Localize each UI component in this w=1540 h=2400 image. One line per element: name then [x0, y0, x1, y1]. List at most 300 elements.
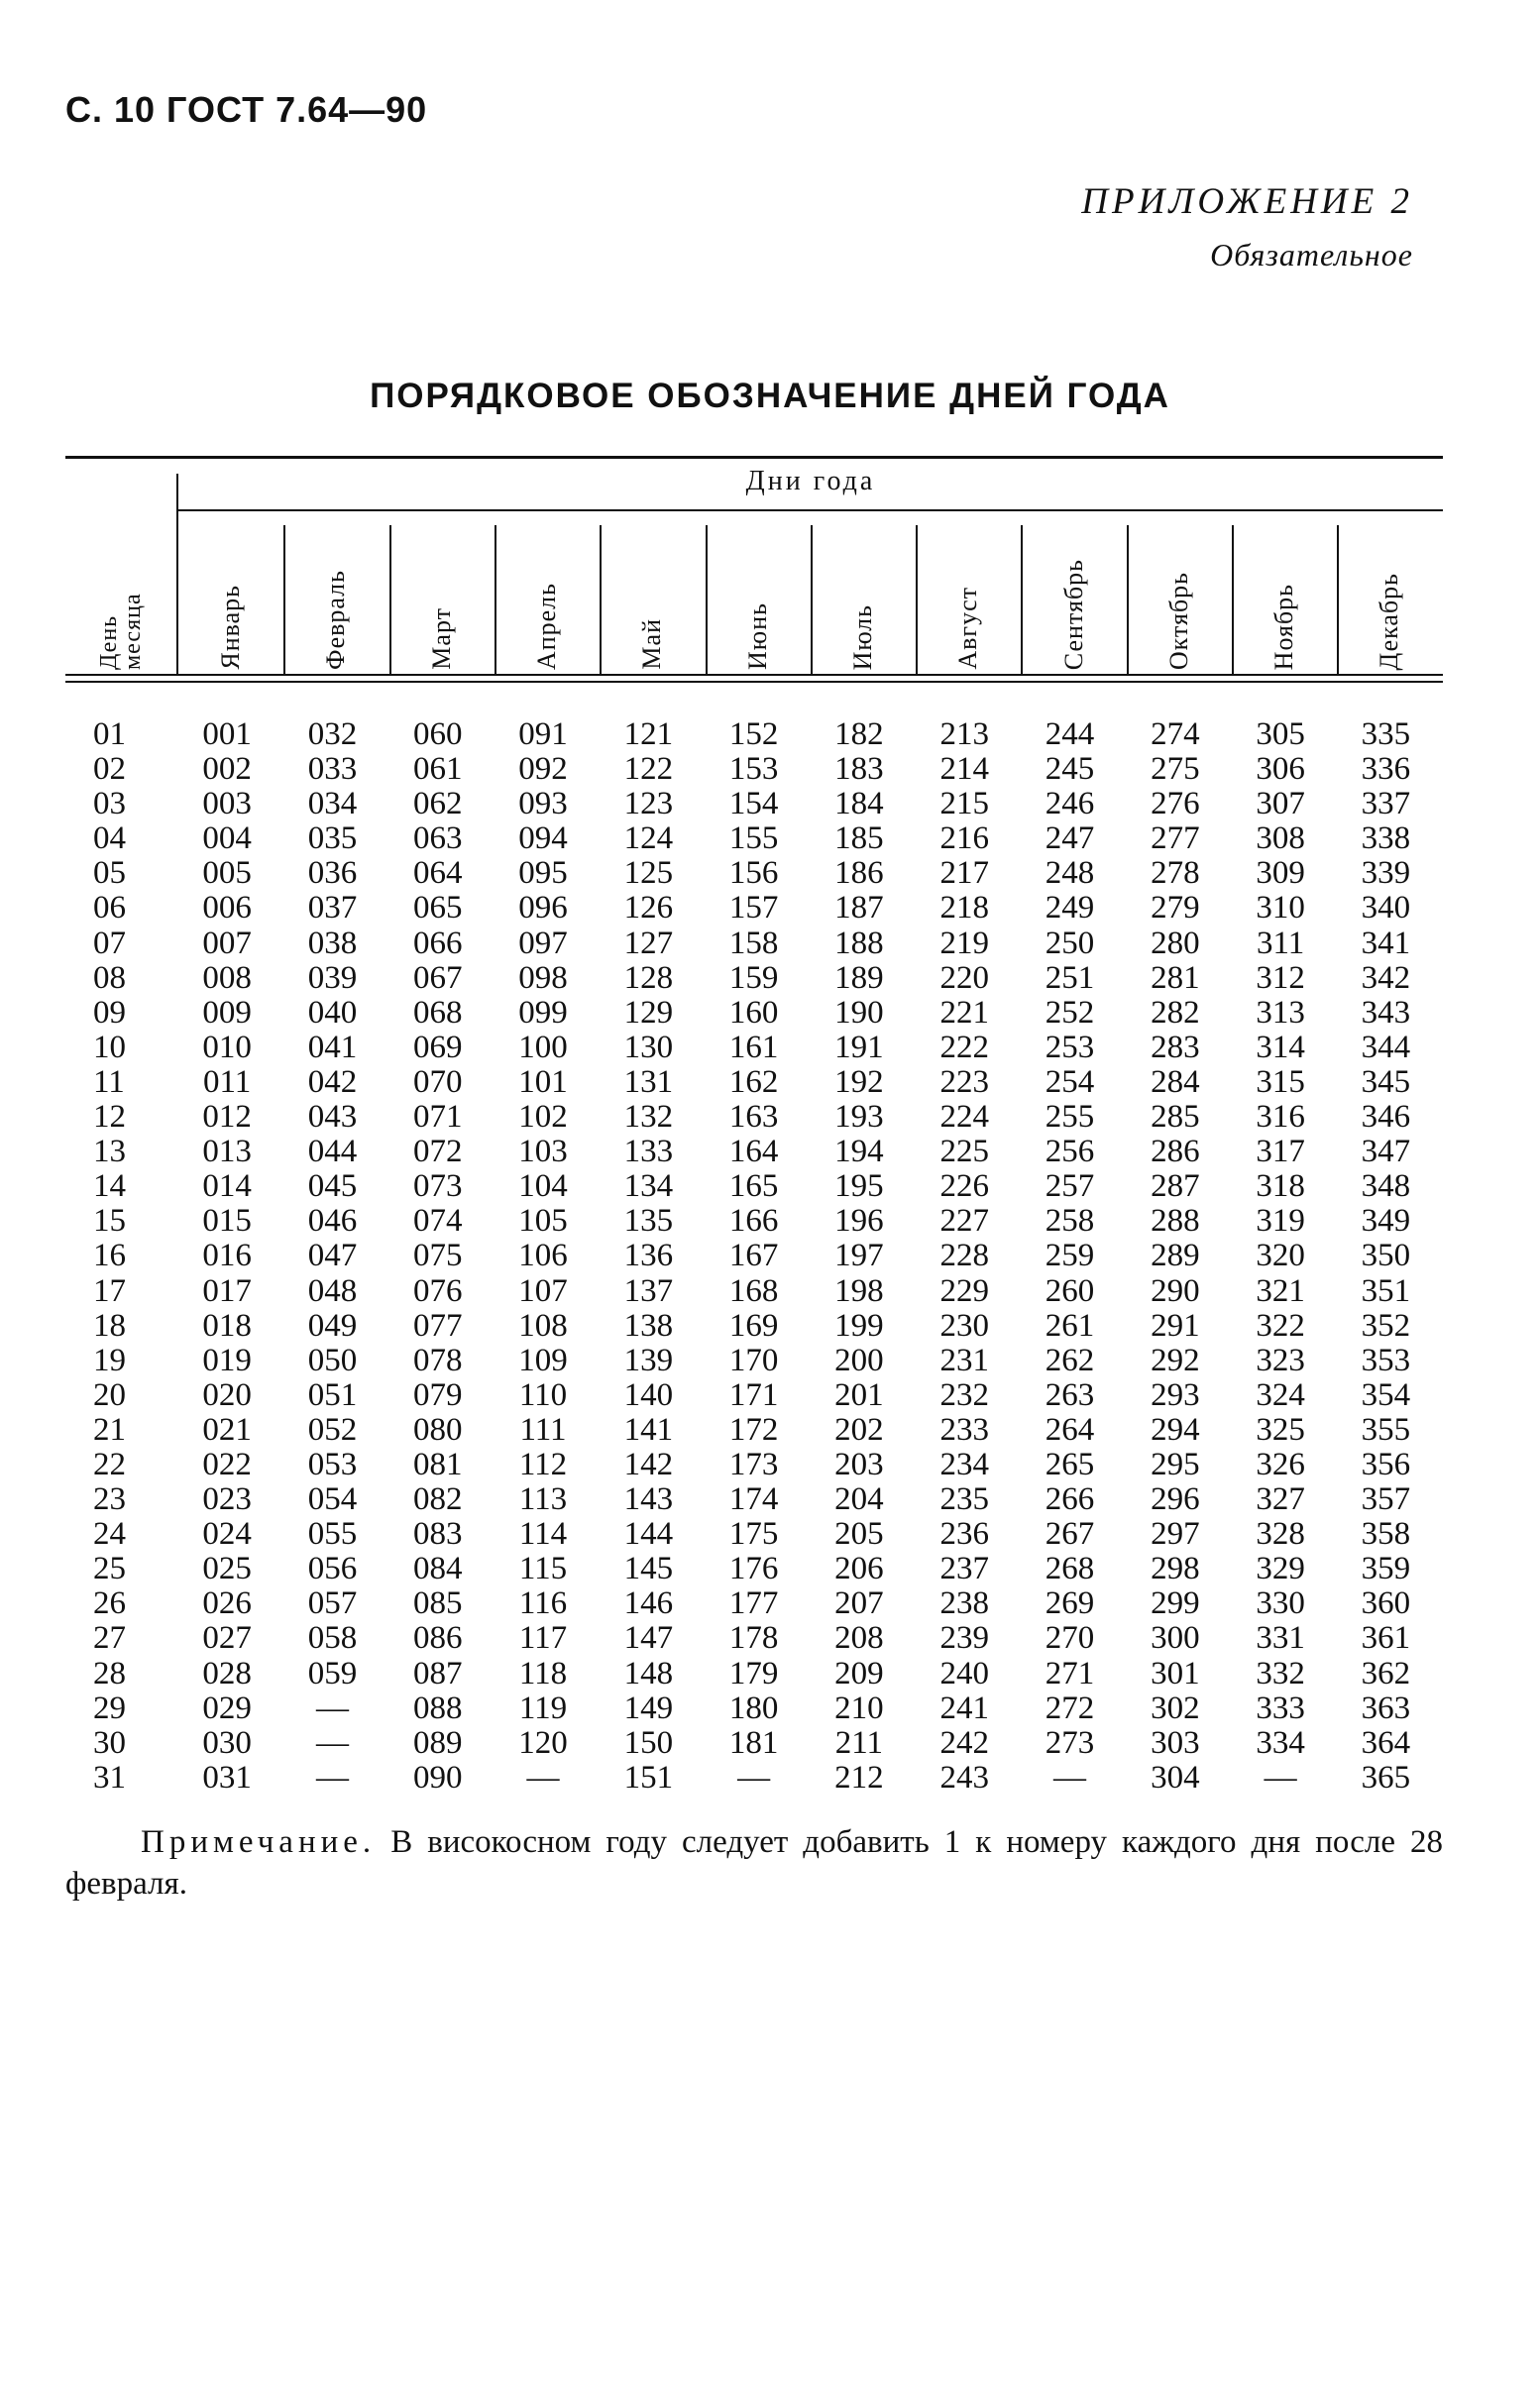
day-of-year-cell: 292 [1151, 1342, 1200, 1378]
month-header-cell [1127, 515, 1232, 674]
day-of-year-cell: 049 [307, 1307, 358, 1344]
day-of-year-cell: 323 [1256, 1342, 1305, 1378]
day-of-year-cell: 150 [623, 1724, 674, 1761]
month-header-label: Февраль [321, 570, 351, 670]
day-number-cell: 21 [93, 1411, 126, 1448]
day-of-year-cell: 124 [623, 820, 674, 857]
day-of-year-cell: 250 [1045, 925, 1095, 961]
day-of-year-cell: 220 [939, 959, 989, 996]
month-header-cell [1337, 515, 1442, 674]
day-of-year-cell: 164 [728, 1134, 779, 1170]
day-number-cell: 17 [93, 1272, 126, 1309]
day-of-year-cell: 038 [307, 925, 358, 961]
day-of-year-cell: 146 [623, 1585, 674, 1622]
day-of-year-cell: 329 [1256, 1551, 1305, 1587]
day-of-year-cell: 347 [1361, 1134, 1411, 1170]
page-header: С. 10 ГОСТ 7.64—90 [65, 89, 428, 130]
day-of-year-cell: 278 [1151, 855, 1200, 892]
day-of-year-cell: 211 [834, 1724, 884, 1761]
day-of-year-cell: 060 [412, 716, 463, 752]
day-of-year-cell: 076 [412, 1272, 463, 1309]
table-row [65, 891, 1443, 926]
day-of-year-cell: — [315, 1759, 349, 1796]
day-of-year-cell: 344 [1361, 1029, 1411, 1065]
day-of-year-cell: 002 [202, 751, 252, 788]
day-of-year-cell: 166 [728, 1203, 779, 1240]
day-of-year-cell: 348 [1361, 1168, 1411, 1205]
day-of-year-cell: 130 [623, 1029, 674, 1065]
day-of-year-cell: 312 [1256, 959, 1305, 996]
day-of-year-cell: 186 [834, 855, 884, 892]
day-of-year-cell: 047 [307, 1238, 358, 1274]
day-of-year-cell: 052 [307, 1411, 358, 1448]
day-of-year-cell: — [315, 1690, 349, 1726]
day-of-year-cell: 058 [307, 1620, 358, 1657]
day-of-year-cell: 028 [202, 1655, 252, 1691]
day-of-year-cell: 116 [518, 1585, 568, 1622]
day-of-year-cell: 121 [623, 716, 674, 752]
table-row [65, 752, 1443, 787]
day-of-year-cell: 005 [202, 855, 252, 892]
month-column-divider [1232, 525, 1234, 676]
day-of-year-cell: 260 [1045, 1272, 1095, 1309]
month-header-cell [389, 515, 495, 674]
day-of-year-cell: 301 [1151, 1655, 1200, 1691]
day-of-year-cell: 339 [1361, 855, 1411, 892]
table-row [65, 1621, 1443, 1656]
day-number-cell: 13 [93, 1134, 126, 1170]
day-of-year-cell: 105 [518, 1203, 568, 1240]
day-of-year-cell: 094 [518, 820, 568, 857]
day-of-year-cell: 296 [1151, 1481, 1200, 1518]
day-of-year-cell: 066 [412, 925, 463, 961]
day-of-year-cell: 096 [518, 890, 568, 927]
month-header-label: Январь [216, 585, 246, 670]
day-of-year-cell: 230 [939, 1307, 989, 1344]
day-of-year-cell: 223 [939, 1063, 989, 1100]
day-of-year-cell: 114 [518, 1516, 568, 1553]
day-of-year-cell: 016 [202, 1238, 252, 1274]
day-of-year-cell: 199 [834, 1307, 884, 1344]
day-of-year-cell: 341 [1361, 925, 1411, 961]
day-of-year-cell: 271 [1045, 1655, 1095, 1691]
day-of-year-cell: 180 [728, 1690, 779, 1726]
day-of-year-cell: 125 [623, 855, 674, 892]
day-number-cell: 28 [93, 1655, 126, 1691]
day-of-year-cell: 241 [939, 1690, 989, 1726]
day-of-year-cell: 240 [939, 1655, 989, 1691]
table-note [65, 1821, 1443, 1905]
day-number-cell: 18 [93, 1307, 126, 1344]
day-of-year-cell: 294 [1151, 1411, 1200, 1448]
days-of-year-header: Дни года [745, 466, 876, 496]
day-of-year-cell: 117 [518, 1620, 568, 1657]
document-title: ПОРЯДКОВОЕ ОБОЗНАЧЕНИЕ ДНЕЙ ГОДА [370, 377, 1170, 415]
day-of-year-cell: 111 [519, 1411, 567, 1448]
table-row [65, 1239, 1443, 1273]
day-of-year-cell: 266 [1045, 1481, 1095, 1518]
day-of-year-cell: 171 [728, 1376, 779, 1413]
day-of-year-cell: 353 [1361, 1342, 1411, 1378]
day-of-year-cell: 109 [518, 1342, 568, 1378]
month-column-divider [283, 525, 285, 676]
day-of-year-cell: 044 [307, 1134, 358, 1170]
day-number-cell: 23 [93, 1481, 126, 1518]
day-of-year-cell: 057 [307, 1585, 358, 1622]
day-of-year-cell: 132 [623, 1099, 674, 1136]
day-of-year-cell: 059 [307, 1655, 358, 1691]
day-of-year-cell: 350 [1361, 1238, 1411, 1274]
day-of-year-cell: 167 [728, 1238, 779, 1274]
day-of-year-cell: 073 [412, 1168, 463, 1205]
day-of-year-cell: 269 [1045, 1585, 1095, 1622]
day-number-cell: 26 [93, 1585, 126, 1622]
day-of-year-cell: 092 [518, 751, 568, 788]
day-of-year-cell: 195 [834, 1168, 884, 1205]
day-of-year-cell: 108 [518, 1307, 568, 1344]
table-row [65, 1100, 1443, 1135]
day-number-cell: 10 [93, 1029, 126, 1065]
day-of-year-cell: 224 [939, 1099, 989, 1136]
day-of-year-cell: 188 [834, 925, 884, 961]
day-of-year-cell: 144 [623, 1516, 674, 1553]
day-of-year-cell: 305 [1256, 716, 1305, 752]
day-of-year-cell: 239 [939, 1620, 989, 1657]
day-of-year-cell: 084 [412, 1551, 463, 1587]
day-of-year-cell: 193 [834, 1099, 884, 1136]
day-of-year-cell: 017 [202, 1272, 252, 1309]
day-of-year-cell: 085 [412, 1585, 463, 1622]
day-number-cell: 08 [93, 959, 126, 996]
day-of-year-cell: 202 [834, 1411, 884, 1448]
day-of-year-cell: 215 [939, 786, 989, 822]
month-header-cell [600, 515, 705, 674]
day-of-year-cell: — [315, 1724, 349, 1761]
day-of-year-cell: 183 [834, 751, 884, 788]
day-of-year-cell: 162 [728, 1063, 779, 1100]
day-of-year-cell: 155 [728, 820, 779, 857]
table-row [65, 1691, 1443, 1726]
day-of-year-cell: 233 [939, 1411, 989, 1448]
day-of-year-cell: 077 [412, 1307, 463, 1344]
day-of-year-cell: 213 [939, 716, 989, 752]
day-of-year-cell: 101 [518, 1063, 568, 1100]
day-of-year-cell: 182 [834, 716, 884, 752]
day-of-year-cell: 102 [518, 1099, 568, 1136]
day-number-cell: 22 [93, 1446, 126, 1482]
month-header-cell [916, 515, 1021, 674]
table-row [65, 717, 1443, 752]
day-of-year-cell: 192 [834, 1063, 884, 1100]
day-of-year-cell: 080 [412, 1411, 463, 1448]
day-number-cell: 20 [93, 1376, 126, 1413]
day-of-year-cell: 235 [939, 1481, 989, 1518]
day-of-year-cell: 087 [412, 1655, 463, 1691]
day-of-year-cell: 362 [1361, 1655, 1411, 1691]
month-column-divider [389, 525, 391, 676]
table-row [65, 1378, 1443, 1413]
day-of-year-cell: 279 [1151, 890, 1200, 927]
day-of-year-cell: 221 [939, 994, 989, 1031]
day-of-year-cell: 035 [307, 820, 358, 857]
day-of-year-cell: 088 [412, 1690, 463, 1726]
day-of-year-cell: 093 [518, 786, 568, 822]
day-of-year-cell: 196 [834, 1203, 884, 1240]
table-row [65, 927, 1443, 961]
month-header-cell [495, 515, 600, 674]
month-header-label: Апрель [532, 582, 562, 670]
day-of-year-cell: 177 [728, 1585, 779, 1622]
day-of-year-cell: 328 [1256, 1516, 1305, 1553]
day-of-year-cell: 069 [412, 1029, 463, 1065]
day-of-year-cell: 003 [202, 786, 252, 822]
day-of-year-cell: 325 [1256, 1411, 1305, 1448]
day-of-year-cell: 158 [728, 925, 779, 961]
day-of-year-cell: 053 [307, 1446, 358, 1482]
day-of-year-cell: 051 [307, 1376, 358, 1413]
span-header-rule [178, 509, 1443, 511]
month-header-cell [706, 515, 811, 674]
day-of-year-cell: 365 [1361, 1759, 1411, 1796]
day-of-year-cell: 254 [1045, 1063, 1095, 1100]
day-of-year-cell: 256 [1045, 1134, 1095, 1170]
month-header-label: Март [426, 607, 456, 670]
day-of-year-cell: 261 [1045, 1307, 1095, 1344]
day-of-year-cell: 046 [307, 1203, 358, 1240]
day-of-year-cell: — [526, 1759, 560, 1796]
day-of-year-cell: 309 [1256, 855, 1305, 892]
month-column-divider [495, 525, 496, 676]
day-of-year-cell: 008 [202, 959, 252, 996]
day-of-year-cell: 095 [518, 855, 568, 892]
table-row [65, 1726, 1443, 1761]
day-of-year-cell: 191 [834, 1029, 884, 1065]
day-of-year-cell: 315 [1256, 1063, 1305, 1100]
day-of-year-cell: 134 [623, 1168, 674, 1205]
day-number-cell: 07 [93, 925, 126, 961]
day-of-year-cell: 172 [728, 1411, 779, 1448]
table-body [65, 717, 1443, 1796]
day-of-year-cell: 187 [834, 890, 884, 927]
table-row [65, 1517, 1443, 1552]
day-of-year-cell: 346 [1361, 1099, 1411, 1136]
day-of-year-cell: 178 [728, 1620, 779, 1657]
day-of-year-cell: 070 [412, 1063, 463, 1100]
day-of-year-cell: 298 [1151, 1551, 1200, 1587]
day-of-year-cell: 099 [518, 994, 568, 1031]
day-of-year-cell: 264 [1045, 1411, 1095, 1448]
day-of-year-cell: 237 [939, 1551, 989, 1587]
day-of-year-cell: 141 [623, 1411, 674, 1448]
table-row [65, 1448, 1443, 1482]
day-of-year-cell: 357 [1361, 1481, 1411, 1518]
table-row [65, 856, 1443, 891]
table-row [65, 1482, 1443, 1517]
day-of-year-cell: 363 [1361, 1690, 1411, 1726]
day-of-year-cell: 270 [1045, 1620, 1095, 1657]
month-header-label: Август [953, 587, 983, 670]
day-of-year-cell: 338 [1361, 820, 1411, 857]
month-header-label: Октябрь [1163, 571, 1193, 670]
day-of-year-cell: 025 [202, 1551, 252, 1587]
day-of-year-cell: 048 [307, 1272, 358, 1309]
day-of-year-cell: — [1053, 1759, 1087, 1796]
day-of-year-cell: 123 [623, 786, 674, 822]
day-of-year-cell: 106 [518, 1238, 568, 1274]
day-of-year-cell: 297 [1151, 1516, 1200, 1553]
day-of-year-cell: 067 [412, 959, 463, 996]
day-number-cell: 12 [93, 1099, 126, 1136]
table-row [65, 1657, 1443, 1691]
day-of-year-cell: 122 [623, 751, 674, 788]
appendix-status: Обязательное [1210, 237, 1413, 273]
day-of-year-cell: 356 [1361, 1446, 1411, 1482]
day-of-year-cell: 251 [1045, 959, 1095, 996]
day-of-year-cell: 289 [1151, 1238, 1200, 1274]
day-of-year-cell: 364 [1361, 1724, 1411, 1761]
day-of-year-cell: 210 [834, 1690, 884, 1726]
day-of-year-cell: 332 [1256, 1655, 1305, 1691]
day-number-cell: 16 [93, 1238, 126, 1274]
day-of-year-cell: 112 [518, 1446, 568, 1482]
day-of-year-cell: 041 [307, 1029, 358, 1065]
day-of-year-cell: 014 [202, 1168, 252, 1205]
month-header-cell [1232, 515, 1337, 674]
day-of-year-cell: 324 [1256, 1376, 1305, 1413]
day-of-year-cell: 343 [1361, 994, 1411, 1031]
day-of-year-cell: 190 [834, 994, 884, 1031]
day-of-year-cell: 026 [202, 1585, 252, 1622]
day-of-year-cell: 018 [202, 1307, 252, 1344]
day-of-year-cell: 126 [623, 890, 674, 927]
day-of-year-cell: 136 [623, 1238, 674, 1274]
day-of-year-cell: 291 [1151, 1307, 1200, 1344]
day-of-year-cell: 310 [1256, 890, 1305, 927]
header-bottom-rule [65, 674, 1443, 676]
day-of-year-cell: — [1264, 1759, 1297, 1796]
table-row [65, 1344, 1443, 1378]
day-of-year-cell: 145 [623, 1551, 674, 1587]
day-of-year-cell: 231 [939, 1342, 989, 1378]
day-of-year-cell: 142 [623, 1446, 674, 1482]
day-of-year-cell: 119 [518, 1690, 568, 1726]
day-of-year-cell: 217 [939, 855, 989, 892]
month-header-cell [283, 515, 388, 674]
day-of-year-cell: 351 [1361, 1272, 1411, 1309]
day-of-year-cell: 097 [518, 925, 568, 961]
table-row [65, 1065, 1443, 1100]
day-of-year-cell: 242 [939, 1724, 989, 1761]
day-of-year-cell: 212 [834, 1759, 884, 1796]
day-of-year-cell: 277 [1151, 820, 1200, 857]
day-of-year-cell: 282 [1151, 994, 1200, 1031]
day-of-year-cell: 327 [1256, 1481, 1305, 1518]
day-of-month-header [65, 515, 176, 674]
day-of-year-cell: 288 [1151, 1203, 1200, 1240]
day-number-cell: 30 [93, 1724, 126, 1761]
day-of-year-cell: 204 [834, 1481, 884, 1518]
month-column-divider [811, 525, 813, 676]
note-text: В високосном году следует добавить 1 к номеру каждого дня после 28 февраля. [65, 1824, 1444, 1902]
month-header-label: Июнь [742, 602, 772, 670]
day-of-year-cell: 189 [834, 959, 884, 996]
day-of-year-cell: 285 [1151, 1099, 1200, 1136]
day-of-year-cell: 284 [1151, 1063, 1200, 1100]
day-of-year-cell: 138 [623, 1307, 674, 1344]
day-of-year-cell: 023 [202, 1481, 252, 1518]
day-of-year-cell: 033 [307, 751, 358, 788]
day-of-year-cell: 113 [518, 1481, 568, 1518]
table-row [65, 1031, 1443, 1065]
day-of-year-cell: 004 [202, 820, 252, 857]
day-of-year-cell: 082 [412, 1481, 463, 1518]
day-of-year-cell: 227 [939, 1203, 989, 1240]
day-of-year-cell: 110 [518, 1376, 568, 1413]
day-of-year-cell: 222 [939, 1029, 989, 1065]
table-row [65, 1135, 1443, 1169]
day-of-year-cell: 090 [412, 1759, 463, 1796]
day-of-year-cell: 333 [1256, 1690, 1305, 1726]
day-number-cell: 02 [93, 751, 126, 788]
day-of-month-label: День месяца [96, 593, 146, 670]
day-of-year-cell: 068 [412, 994, 463, 1031]
day-of-year-cell: 197 [834, 1238, 884, 1274]
day-of-year-cell: 214 [939, 751, 989, 788]
day-of-year-cell: 354 [1361, 1376, 1411, 1413]
day-of-year-cell: 216 [939, 820, 989, 857]
month-header-cell [178, 515, 283, 674]
day-of-year-cell: 308 [1256, 820, 1305, 857]
day-number-cell: 04 [93, 820, 126, 857]
day-of-year-cell: 157 [728, 890, 779, 927]
day-of-year-cell: 039 [307, 959, 358, 996]
day-of-year-cell: 127 [623, 925, 674, 961]
day-of-year-cell: 226 [939, 1168, 989, 1205]
day-of-year-cell: 244 [1045, 716, 1095, 752]
month-column-divider [600, 525, 602, 676]
day-of-year-cell: 276 [1151, 786, 1200, 822]
day-of-year-cell: 055 [307, 1516, 358, 1553]
day-number-cell: 25 [93, 1551, 126, 1587]
day-of-year-cell: 205 [834, 1516, 884, 1553]
day-of-year-cell: 170 [728, 1342, 779, 1378]
day-of-year-cell: 072 [412, 1134, 463, 1170]
day-of-year-cell: 319 [1256, 1203, 1305, 1240]
day-of-year-cell: 299 [1151, 1585, 1200, 1622]
day-of-year-cell: 316 [1256, 1099, 1305, 1136]
day-of-year-cell: 281 [1151, 959, 1200, 996]
day-of-year-cell: 349 [1361, 1203, 1411, 1240]
table-row [65, 1169, 1443, 1204]
day-of-year-cell: 081 [412, 1446, 463, 1482]
day-of-year-cell: 243 [939, 1759, 989, 1796]
day-of-year-cell: 169 [728, 1307, 779, 1344]
day-of-year-cell: 345 [1361, 1063, 1411, 1100]
day-of-year-cell: 061 [412, 751, 463, 788]
day-number-cell: 06 [93, 890, 126, 927]
month-header-label: Ноябрь [1269, 583, 1299, 670]
day-of-year-cell: 247 [1045, 820, 1095, 857]
day-of-year-cell: 128 [623, 959, 674, 996]
day-of-year-cell: 286 [1151, 1134, 1200, 1170]
day-of-year-cell: 115 [518, 1551, 568, 1587]
day-of-year-cell: 148 [623, 1655, 674, 1691]
day-of-year-cell: 321 [1256, 1272, 1305, 1309]
day-of-year-cell: 006 [202, 890, 252, 927]
day-number-cell: 15 [93, 1203, 126, 1240]
day-of-year-cell: 267 [1045, 1516, 1095, 1553]
day-of-year-cell: 336 [1361, 751, 1411, 788]
